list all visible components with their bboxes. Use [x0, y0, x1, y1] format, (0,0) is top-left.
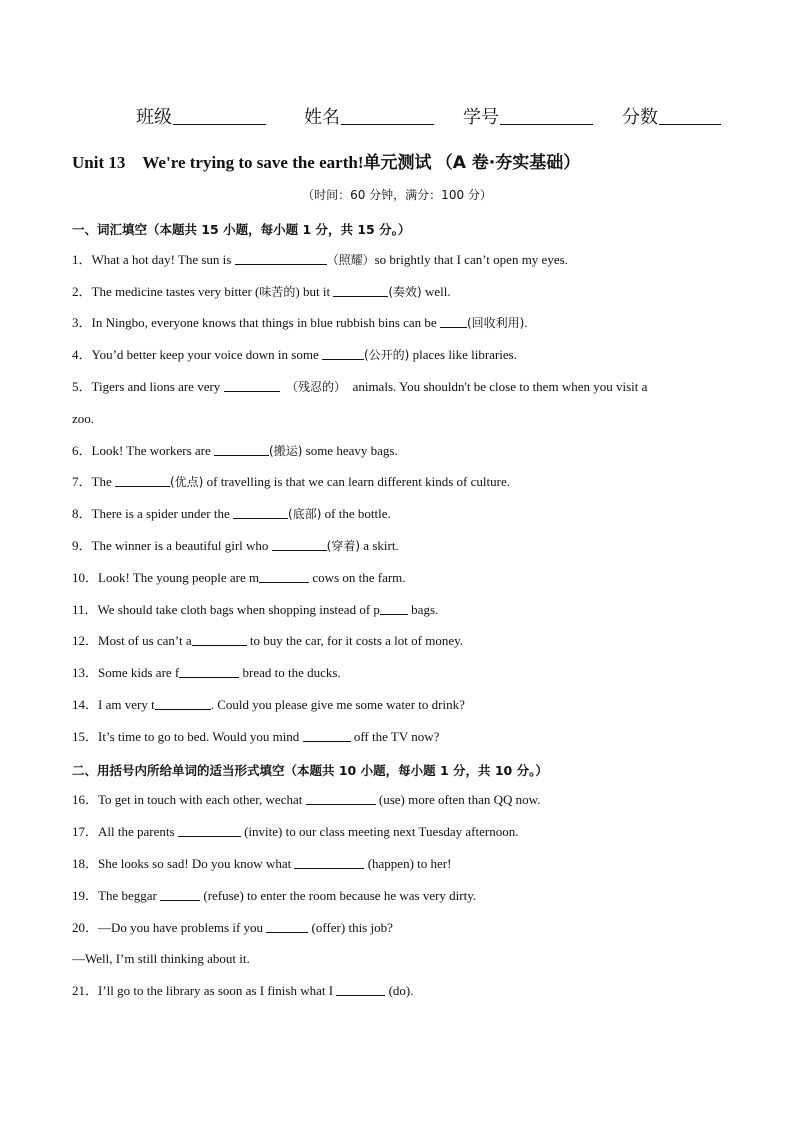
question-5-continued: zoo. [72, 411, 95, 426]
page-title [72, 148, 580, 173]
question-13: 13．Some kids are f bread to the ducks. [72, 665, 341, 680]
question-8: 8．There is a spider under the (底部) of the bottle. [72, 506, 391, 521]
question-16: 16．To get in touch with each other, wechat (use) more often than QQ now. [72, 792, 541, 807]
name-field [304, 103, 434, 129]
answer-blank[interactable] [233, 506, 288, 519]
answer-blank[interactable] [322, 347, 364, 360]
question-9: 9．The winner is a beautiful girl who (穿着) a skirt. [72, 538, 399, 553]
class-label: 班级 [136, 107, 172, 128]
question-14: 14．I am very t . Could you please give me some water to drink? [72, 697, 465, 712]
answer-blank[interactable] [178, 824, 241, 837]
answer-blank[interactable] [179, 665, 239, 678]
answer-blank[interactable] [336, 983, 385, 996]
answer-blank[interactable] [192, 633, 247, 646]
answer-blank[interactable] [294, 856, 364, 869]
section-2-heading: 二、用括号内所给单词的适当形式填空（本题共 10 小题，每小题 1 分，共 10 分。） [72, 763, 548, 778]
answer-blank[interactable] [380, 602, 408, 615]
class-field [136, 103, 266, 129]
question-2: 2．The medicine tastes very bitter (味苦的) but it (奏效) well. [72, 284, 451, 299]
question-6: 6．Look! The workers are (搬运) some heavy bags. [72, 443, 398, 458]
answer-blank[interactable] [303, 729, 351, 742]
question-17: 17．All the parents (invite) to our class meeting next Tuesday afternoon. [72, 824, 519, 839]
student-id-field [463, 103, 593, 129]
answer-blank[interactable] [224, 379, 280, 392]
question-5: 5．Tigers and lions are very （残忍的） animals. You shouldn't be close to them when you visit a [72, 379, 648, 394]
score-label: 分数 [622, 107, 658, 128]
answer-blank[interactable] [306, 792, 376, 805]
title-chinese: 单元测试 [363, 153, 432, 173]
question-18: 18．She looks so sad! Do you know what (happen) to her! [72, 856, 452, 871]
question-20-reply: —Well, I’m still thinking about it. [72, 951, 250, 966]
question-4: 4．You’d better keep your voice down in some (公开的) places like libraries. [72, 347, 517, 362]
question-11: 11．We should take cloth bags when shopping instead of p bags. [72, 602, 439, 617]
student-id-blank[interactable] [500, 104, 593, 125]
question-7: 7．The (优点) of travelling is that we can learn different kinds of culture. [72, 474, 510, 489]
name-label: 姓名 [304, 107, 340, 128]
question-12: 12．Most of us can’t a to buy the car, for it costs a lot of money. [72, 633, 463, 648]
title-unit: Unit 13 [72, 153, 126, 172]
exam-time-info: （时间：60 分钟，满分：100 分） [302, 188, 492, 202]
name-blank[interactable] [341, 104, 434, 125]
answer-blank[interactable] [333, 284, 388, 297]
question-3: 3．In Ningbo, everyone knows that things in blue rubbish bins can be (回收利用). [72, 315, 528, 330]
question-1: 1．What a hot day! The sun is （照耀）so brightly that I can’t open my eyes. [72, 252, 568, 267]
question-19: 19．The beggar (refuse) to enter the room because he was very dirty. [72, 888, 477, 903]
question-20: 20．—Do you have problems if you (offer) this job? [72, 920, 393, 935]
answer-blank[interactable] [272, 538, 327, 551]
answer-blank[interactable] [235, 252, 327, 265]
answer-blank[interactable] [259, 570, 309, 583]
question-10: 10．Look! The young people are m cows on the farm. [72, 570, 406, 585]
student-info-row [0, 103, 794, 133]
title-english: We're trying to save the earth! [142, 153, 364, 172]
question-15: 15．It’s time to go to bed. Would you mind off the TV now? [72, 729, 440, 744]
answer-blank[interactable] [155, 697, 211, 710]
student-id-label: 学号 [463, 107, 499, 128]
question-21: 21．I’ll go to the library as soon as I finish what I (do). [72, 983, 414, 998]
class-blank[interactable] [173, 104, 266, 125]
answer-blank[interactable] [440, 315, 467, 328]
answer-blank[interactable] [266, 920, 308, 933]
title-tag: （A 卷·夯实基础） [435, 153, 581, 173]
score-blank[interactable] [659, 104, 721, 125]
section-1-heading: 一、词汇填空（本题共 15 小题，每小题 1 分，共 15 分。） [72, 222, 411, 237]
score-field [622, 103, 721, 129]
answer-blank[interactable] [160, 888, 200, 901]
answer-blank[interactable] [115, 474, 170, 487]
answer-blank[interactable] [214, 443, 269, 456]
